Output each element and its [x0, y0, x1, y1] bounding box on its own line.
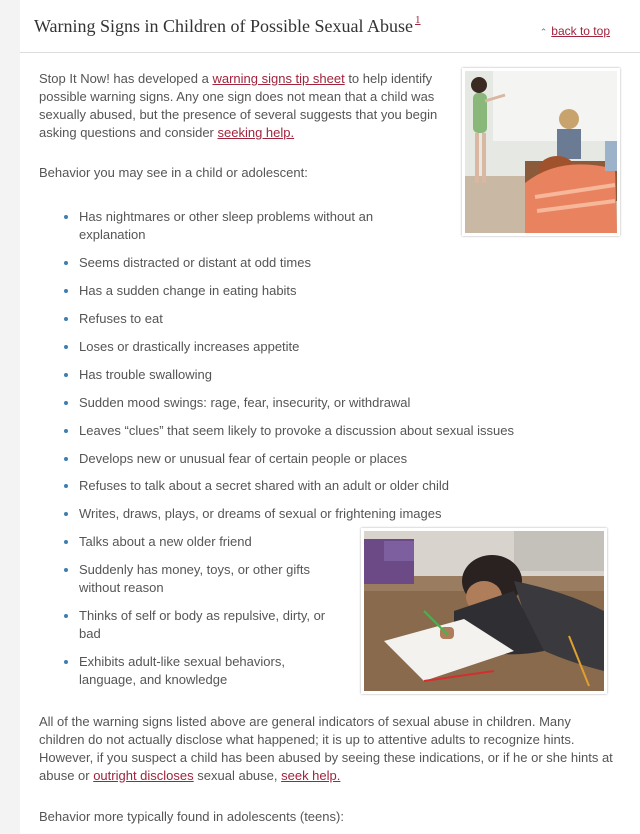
list-item: Exhibits adult-like sexual behaviors, [79, 653, 285, 671]
list-item-continuation: bad [79, 626, 101, 641]
list-item: Talks about a new older friend [79, 533, 252, 551]
classroom-illustration [465, 71, 617, 233]
list-item: Suddenly has money, toys, or other gifts [79, 561, 310, 579]
back-to-top-label[interactable]: back to top [551, 24, 610, 38]
bullet-icon [64, 261, 68, 265]
seeking-help-link[interactable]: seeking help. [217, 125, 295, 140]
tip-sheet-link[interactable]: warning signs tip sheet [212, 71, 345, 86]
bullet-icon [64, 512, 68, 516]
boy-drawing-illustration [364, 531, 604, 691]
list-item: Refuses to eat [79, 310, 163, 328]
bullet-icon [64, 345, 68, 349]
list-item-continuation: without reason [79, 580, 164, 595]
list-item: Leaves “clues” that seem likely to provoke a discussion about sexual issues [79, 422, 514, 440]
bullet-icon [64, 401, 68, 405]
bullet-icon [64, 540, 68, 544]
section-header [20, 0, 640, 53]
bullet-icon [64, 215, 68, 219]
list-item: Seems distracted or distant at odd times [79, 254, 311, 272]
list-item: Has trouble swallowing [79, 366, 212, 384]
bullet-icon [64, 289, 68, 293]
behavior-intro: Behavior you may see in a child or adolescent: [39, 165, 308, 180]
bullet-icon [64, 614, 68, 618]
list-item: Refuses to talk about a secret shared with an adult or older child [79, 477, 449, 495]
bullet-icon [64, 457, 68, 461]
back-to-top-link[interactable] [540, 24, 610, 38]
seek-help-link[interactable]: seek help. [281, 768, 341, 783]
bullet-icon [64, 373, 68, 377]
classroom-photo [462, 68, 620, 236]
section-title: Warning Signs in Children of Possible Sexual Abuse $^1$ [34, 14, 421, 36]
list-item-continuation: explanation [79, 227, 146, 242]
bullet-icon [64, 484, 68, 488]
list-item: Thinks of self or body as repulsive, dirty, or [79, 607, 325, 625]
outro-paragraph: All of the warning signs listed above are general indicators of sexual abuse in children. Many children do not actually disclose what happened; it is up to attentive adults to recognize hints. However, if you suspect a child has been abused by seeing these indications, or if he or she hints at abuse or outright discloses sexual abuse, seek help. [39, 714, 613, 783]
bullet-icon [64, 317, 68, 321]
article-page [20, 0, 640, 834]
list-item-continuation: language, and knowledge [79, 672, 228, 687]
up-arrow-icon: ⌃ [539, 27, 548, 37]
bullet-icon [64, 568, 68, 572]
list-item: Has a sudden change in eating habits [79, 282, 297, 300]
boy-drawing-photo [361, 528, 607, 694]
list-item: Writes, draws, plays, or dreams of sexual or frightening images [79, 505, 441, 523]
intro-paragraph: Stop It Now! has developed a warning signs tip sheet to help identify possible warning signs. Any one sign does not mean that a child was sexually abused, but the presence of several suggests that you begin asking questions and consider seeking help. [39, 71, 438, 140]
bullet-icon [64, 660, 68, 664]
outright-discloses-link[interactable]: outright discloses [93, 768, 194, 783]
list-item: Loses or drastically increases appetite [79, 338, 299, 356]
list-item: Develops new or unusual fear of certain people or places [79, 450, 407, 468]
list-item: Has nightmares or other sleep problems without an [79, 208, 373, 226]
list-item: Sudden mood swings: rage, fear, insecurity, or withdrawal [79, 394, 410, 412]
bullet-icon [64, 429, 68, 433]
footnote-link[interactable]: 1 [415, 14, 421, 26]
teens-intro: Behavior more typically found in adolescents (teens): [39, 809, 344, 824]
